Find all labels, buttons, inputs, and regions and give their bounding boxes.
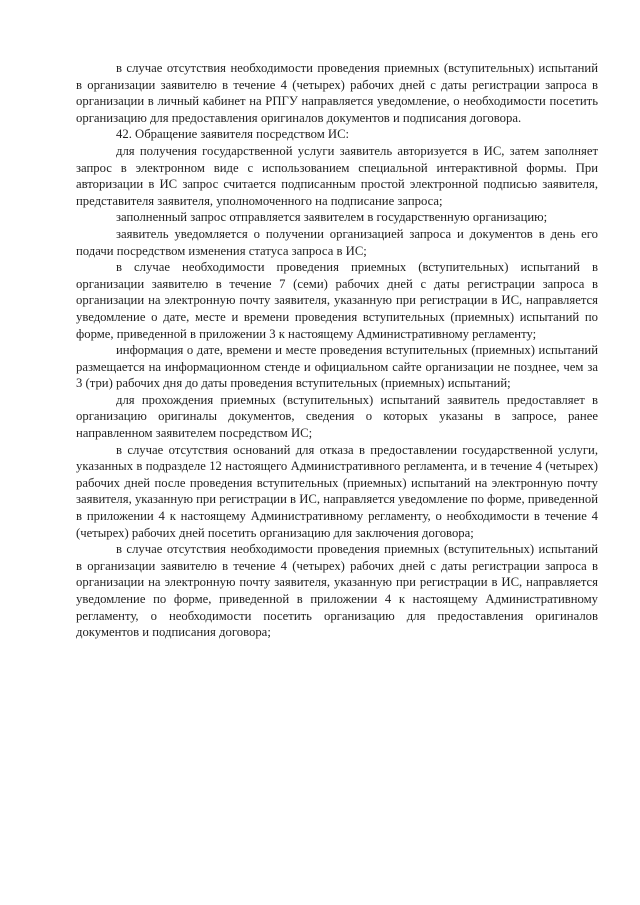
paragraph: в случае отсутствия необходимости проведения приемных (вступительных) испытаний в организации заявителю в течение 4 (четырех) рабочих дней с даты регистрации запроса в организации на электронную почту заявителя, указанную при регистрации в ИС, направляется уведомление по форме, приведенной в приложении 4 к настоящему Административному регламенту, о необходимости посетить организацию для предоставления оригиналов документов и подписания договора;	[76, 542, 598, 640]
paragraph: для прохождения приемных (вступительных) испытаний заявитель предоставляет в организацию оригиналы документов, сведения о которых указаны в запросе, ранее направленном заявителем посредством ИС;	[76, 392, 598, 441]
paragraph: для получения государственной услуги заявитель авторизуется в ИС, затем заполняет запрос в электронном виде с использованием специальной интерактивной формы. При авторизации в ИС запрос считается подписанным простой электронной подписью заявителя, представителя заявителя, уполномоченного на подписание запроса;	[76, 143, 598, 208]
paragraph: в случае отсутствия необходимости проведения приемных (вступительных) испытаний в организации заявителю в течение 4 (четырех) рабочих дней с даты регистрации запроса в организации в личный кабинет на РПГУ направляется уведомление, о необходимости посетить организацию для предоставления оригиналов документов и подписания договора.	[76, 61, 598, 125]
paragraph: заполненный запрос отправляется заявителем в государственную организацию;	[116, 210, 548, 225]
paragraph: в случае необходимости проведения приемных (вступительных) испытаний в организации заявителю в течение 7 (семи) рабочих дней с даты регистрации запроса в организации на электронную почту заявителя, указанную при регистрации в ИС, направляется уведомление о дате, месте и времени проведения вступительных (приемных) испытаний по форме, приведенной в приложении 3 к настоящему Административному регламенту;	[76, 260, 598, 341]
paragraph: заявитель уведомляется о получении организацией запроса и документов в день его подачи посредством изменения статуса запроса в ИС;	[76, 226, 598, 258]
document-page	[76, 60, 598, 641]
paragraph: в случае отсутствия оснований для отказа в предоставлении государственной услуги, указанных в подразделе 12 настоящего Административного регламента, и в течение 4 (четырех) рабочих дней после проведения вступительных (приемных) испытаний на электронную почту заявителя, указанную при регистрации в ИС, направляется уведомление по форме, приведенной в приложении 4 к настоящему Административному регламенту, о необходимости в течение 4 (четырех) рабочих дней посетить организацию для заключения договора;	[76, 442, 598, 540]
section-heading: 42. Обращение заявителя посредством ИС:	[116, 127, 350, 142]
paragraph: информация о дате, времени и месте проведения вступительных (приемных) испытаний размещается на информационном стенде и официальном сайте организации не позднее, чем за 3 (три) рабочих дня до даты проведения вступительных (приемных) испытаний;	[76, 343, 598, 391]
